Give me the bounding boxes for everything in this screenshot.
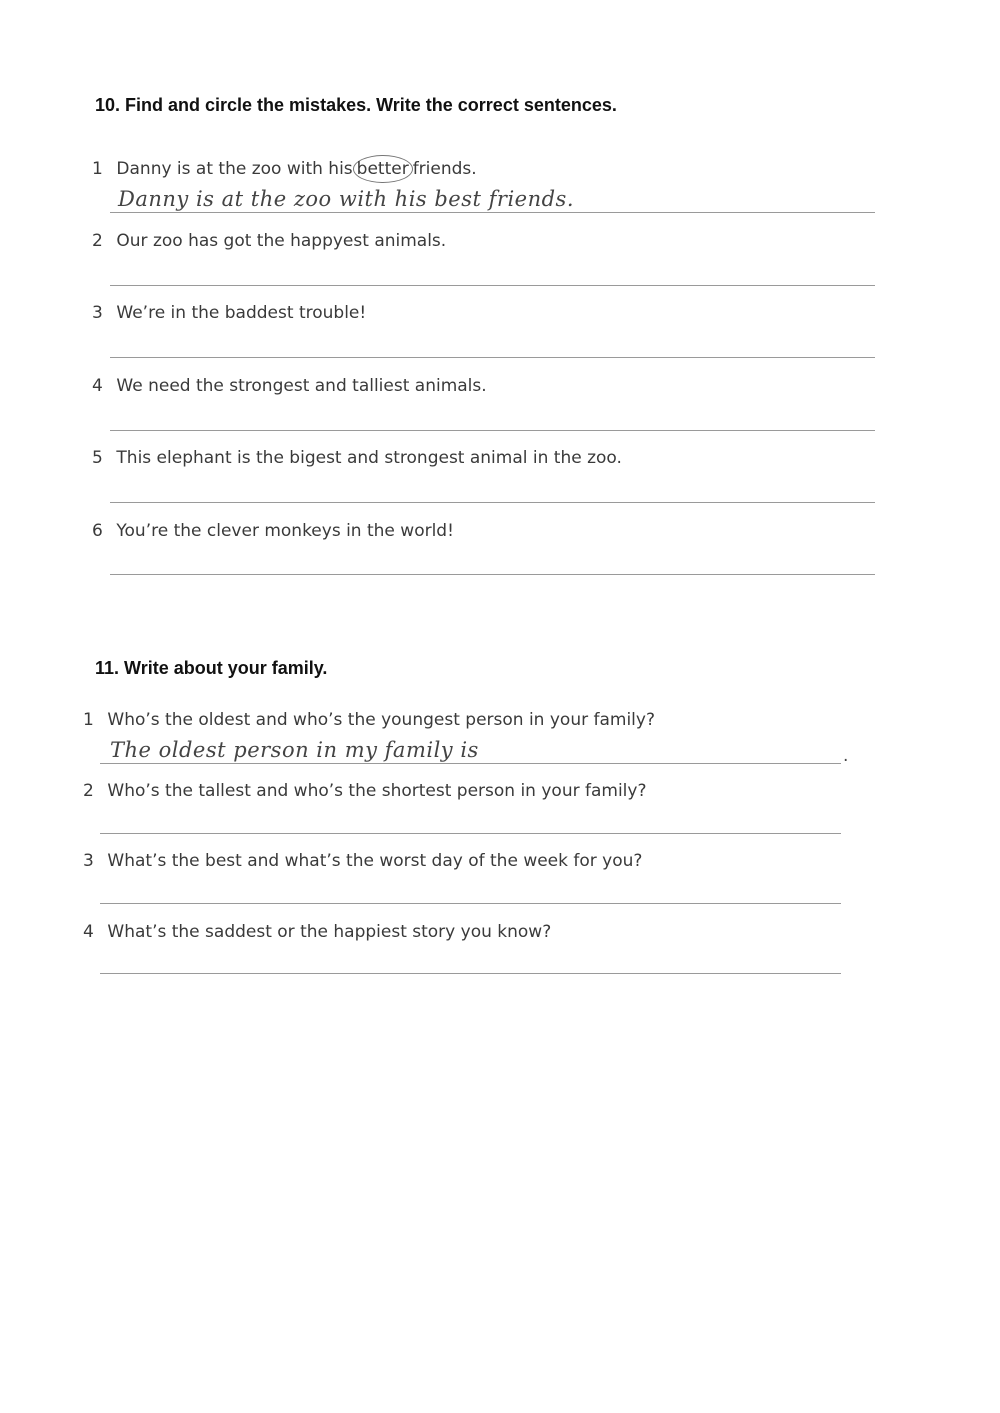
exercise-10-question-1 bbox=[92, 158, 477, 180]
question-number: 1 bbox=[83, 710, 94, 730]
question-number: 3 bbox=[83, 851, 94, 871]
question-number: 6 bbox=[92, 521, 103, 541]
handwritten-answer-1: Danny is at the zoo with his best friends. bbox=[118, 187, 575, 211]
question-text: Our zoo has got the happyest animals. bbox=[116, 231, 447, 251]
question-text: What’s the best and what’s the worst day of the week for you? bbox=[107, 851, 643, 871]
answer-line-family-1[interactable] bbox=[100, 763, 841, 764]
exercise-10-question-4 bbox=[92, 376, 487, 396]
question-text: What’s the saddest or the happiest story you know? bbox=[107, 922, 552, 942]
exercise-10-question-5 bbox=[92, 448, 622, 468]
question-text: Who’s the tallest and who’s the shortest person in your family? bbox=[107, 781, 647, 801]
question-text: You’re the clever monkeys in the world! bbox=[116, 521, 454, 541]
exercise-10-question-6 bbox=[92, 521, 454, 541]
answer-line-4[interactable] bbox=[110, 430, 875, 431]
sentence-end-period: . bbox=[843, 746, 849, 766]
answer-line-family-4[interactable] bbox=[100, 973, 841, 974]
question-number: 2 bbox=[83, 781, 94, 801]
question-text-after: friends. bbox=[412, 159, 477, 179]
exercise-10-question-2 bbox=[92, 231, 446, 251]
question-number: 1 bbox=[92, 159, 103, 179]
answer-line-1[interactable] bbox=[110, 212, 875, 213]
question-text: This elephant is the bigest and strongest animal in the zoo. bbox=[116, 448, 622, 468]
question-text: We need the strongest and talliest animals. bbox=[116, 376, 487, 396]
handwritten-answer-family: The oldest person in my family is bbox=[110, 738, 479, 762]
question-number: 5 bbox=[92, 448, 103, 468]
question-number: 3 bbox=[92, 303, 103, 323]
answer-line-5[interactable] bbox=[110, 502, 875, 503]
question-text: We’re in the baddest trouble! bbox=[116, 303, 367, 323]
exercise-10-question-3 bbox=[92, 303, 366, 323]
exercise-11-question-4 bbox=[83, 922, 551, 942]
exercise-11-question-1 bbox=[83, 710, 655, 730]
question-number: 4 bbox=[83, 922, 94, 942]
answer-line-3[interactable] bbox=[110, 357, 875, 358]
exercise-10-heading: 10. Find and circle the mistakes. Write the correct sentences. bbox=[95, 95, 617, 115]
exercise-11-question-3 bbox=[83, 851, 642, 871]
answer-line-family-3[interactable] bbox=[100, 903, 841, 904]
question-text-before: Danny is at the zoo with his bbox=[116, 159, 353, 179]
exercise-11-heading: 11. Write about your family. bbox=[95, 658, 328, 678]
exercise-11-question-2 bbox=[83, 781, 646, 801]
question-number: 2 bbox=[92, 231, 103, 251]
answer-line-2[interactable] bbox=[110, 285, 875, 286]
answer-line-6[interactable] bbox=[110, 574, 875, 575]
answer-line-family-2[interactable] bbox=[100, 833, 841, 834]
question-text: Who’s the oldest and who’s the youngest person in your family? bbox=[107, 710, 655, 730]
circled-mistake: better bbox=[353, 155, 413, 183]
question-number: 4 bbox=[92, 376, 103, 396]
